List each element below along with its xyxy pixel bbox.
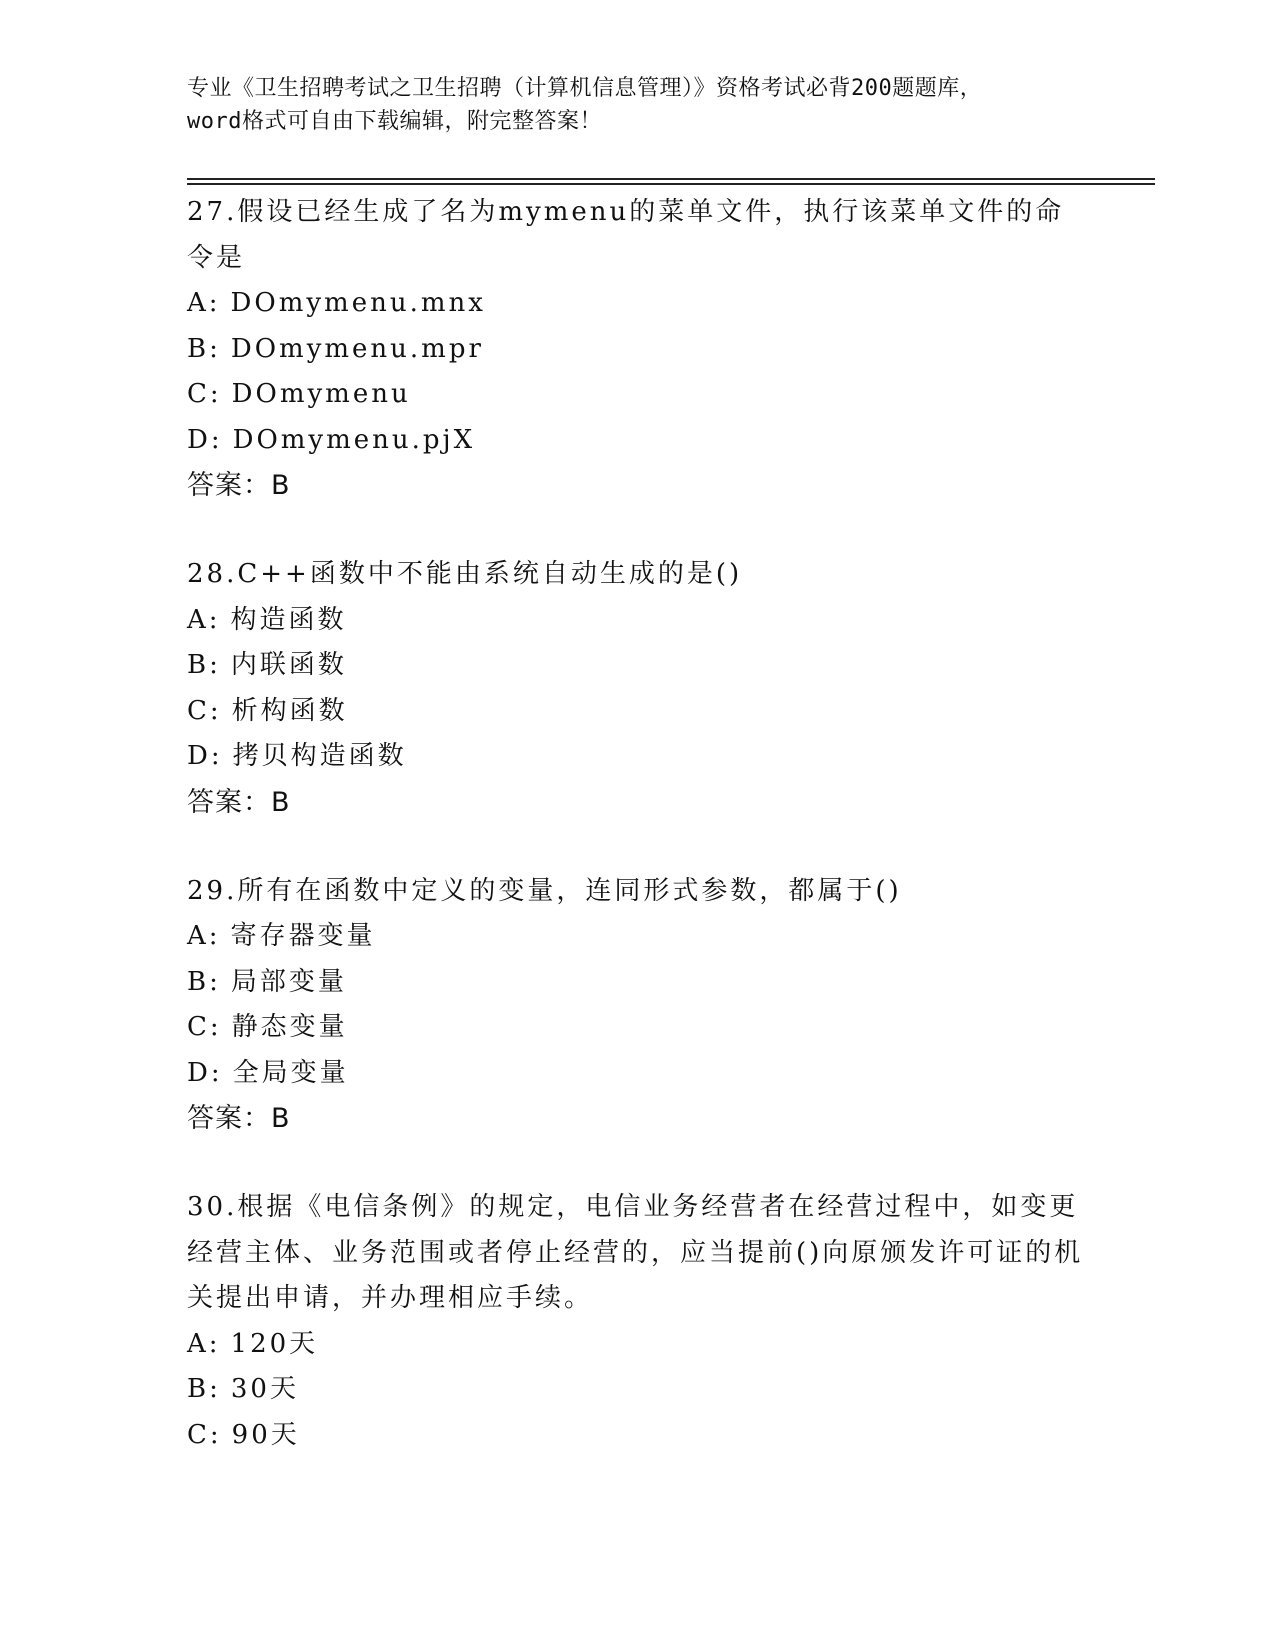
option-d [187, 1051, 1087, 1097]
option-label: B: [187, 650, 221, 680]
option-d [187, 734, 1087, 780]
header-divider-top [187, 178, 1155, 180]
option-label: A: [187, 288, 221, 318]
option-c [187, 1413, 1087, 1459]
option-text: 静态变量 [231, 1012, 348, 1042]
question-29 [187, 869, 1087, 1142]
option-text: 全局变量 [232, 1057, 349, 1088]
option-label: B: [187, 333, 221, 364]
question-text: 28.C++函数中不能由系统自动生成的是() [187, 559, 743, 589]
answer-text: 答案：B [187, 786, 291, 818]
option-a [187, 1322, 1087, 1368]
option-text: 拷贝构造函数 [232, 741, 407, 771]
option-text: DOmymenu [231, 379, 411, 409]
option-label: A: [187, 604, 221, 635]
option-a [187, 598, 1087, 644]
option-text: 析构函数 [231, 695, 348, 726]
option-label: B: [187, 1374, 221, 1404]
option-b [187, 1367, 1087, 1413]
option-text: DOmymenu.mpr [230, 333, 484, 364]
question-text: 27.假设已经生成了名为mymenu的菜单文件，执行该菜单文件的命令是 [187, 197, 1065, 273]
option-label: B: [187, 966, 221, 997]
question-30 [187, 1185, 1087, 1458]
option-label: C: [187, 379, 222, 409]
option-text: 局部变量 [230, 966, 347, 997]
option-text: 120天 [230, 1328, 319, 1359]
option-d [187, 418, 1087, 464]
option-label: A: [187, 921, 221, 951]
option-b [187, 643, 1087, 689]
option-a [187, 281, 1087, 327]
option-text: 寄存器变量 [230, 921, 376, 951]
header-divider-bottom [187, 183, 1155, 185]
header-line-1: 专业《卫生招聘考试之卫生招聘（计算机信息管理）》资格考试必背200题题库， [187, 76, 983, 101]
option-label: A: [187, 1328, 221, 1359]
option-b [187, 960, 1087, 1006]
option-c [187, 689, 1087, 735]
option-text: DOmymenu.mnx [230, 288, 486, 318]
document-header [187, 72, 1087, 138]
option-text: 90天 [231, 1419, 300, 1450]
option-label: C: [187, 695, 222, 726]
answer-text: 答案：B [187, 1103, 291, 1134]
option-label: C: [187, 1419, 222, 1450]
answer-text: 答案：B [187, 470, 291, 501]
option-text: 30天 [230, 1374, 299, 1404]
option-label: D: [187, 1057, 223, 1088]
option-label: C: [187, 1012, 222, 1042]
option-text: DOmymenu.pjX [232, 424, 476, 455]
option-label: D: [187, 741, 223, 771]
question-27 [187, 190, 1087, 508]
option-a [187, 914, 1087, 960]
question-list [187, 186, 1087, 1502]
option-c [187, 372, 1087, 418]
option-text: 构造函数 [230, 604, 347, 635]
question-text: 30.根据《电信条例》的规定，电信业务经营者在经营过程中，如变更经营主体、业务范围或者停止经营的，应当提前()向原颁发许可证的机关提出申请，并办理相应手续。 [187, 1192, 1084, 1313]
option-text: 内联函数 [230, 650, 347, 680]
question-28 [187, 552, 1087, 825]
header-line-2: word格式可自由下载编辑，附完整答案！ [187, 109, 602, 134]
option-label: D: [187, 424, 223, 455]
option-c [187, 1005, 1087, 1051]
question-text: 29.所有在函数中定义的变量，连同形式参数，都属于() [187, 875, 902, 906]
option-b [187, 327, 1087, 373]
